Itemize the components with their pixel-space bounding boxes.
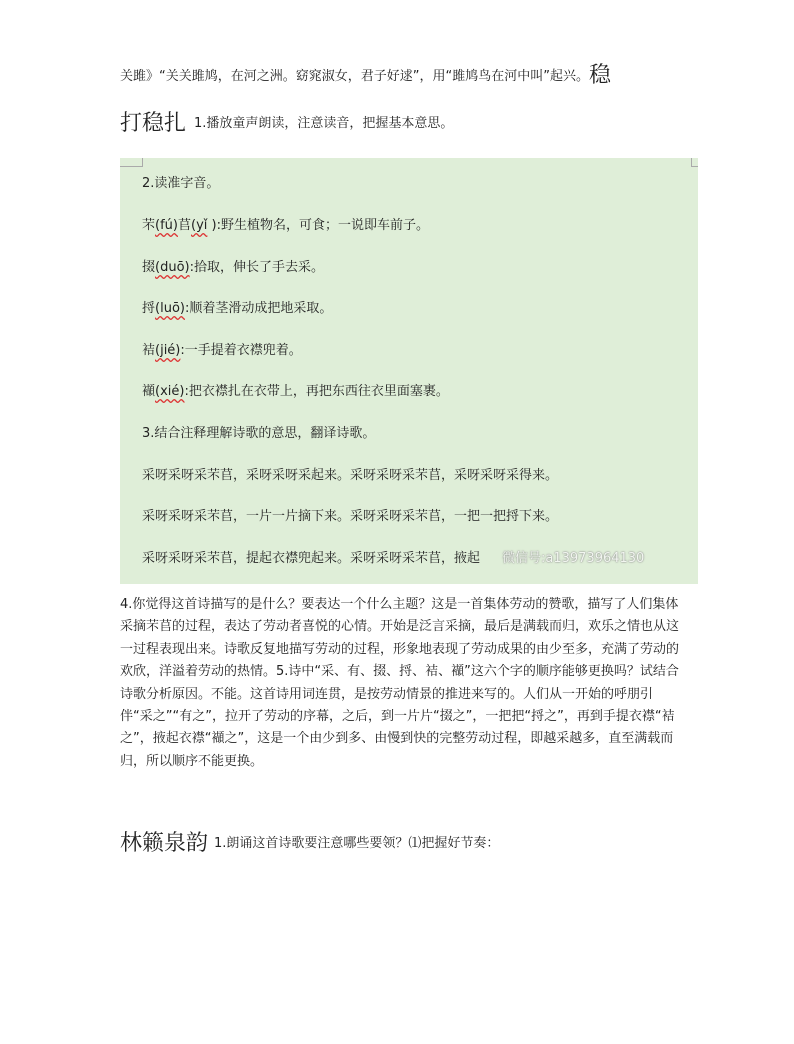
pinyin-fu: (fú): [155, 218, 178, 233]
step1-text: 1.播放童声朗读，注意读音，把握基本意思。: [194, 116, 454, 131]
pronunciation-line-1: [142, 217, 429, 235]
shaded-text-box: [120, 158, 698, 584]
def-luo: :顺着茎滑动成把地采取。: [184, 301, 333, 316]
def-xie: :把衣襟扎在衣带上，再把东西往衣里面塞裹。: [184, 384, 449, 399]
char-jie: 袺: [142, 343, 156, 358]
char-duo: 掇: [142, 260, 156, 275]
step2-text: 2.读准字音。: [142, 176, 220, 191]
translation-line-2: 采呀采呀采芣苢，一片一片摘下来。采呀采呀采芣苢，一把一把捋下来。: [142, 509, 559, 524]
intro-text: 关雎》“关关雎鸠，在河之洲。窈窕淑女，君子好逑”，用“雎鸠鸟在河中叫”起兴。: [120, 69, 589, 84]
def-jie: :一手提着衣襟兜着。: [180, 343, 302, 358]
intro-line: [120, 63, 700, 88]
pinyin-yi: (yǐ: [191, 218, 208, 233]
heading-part1: 稳: [588, 63, 611, 88]
corner-mark-right: [691, 158, 698, 167]
heading-line: [120, 106, 700, 137]
pinyin-luo: (luō): [155, 301, 185, 316]
pinyin-xie: (xié): [155, 384, 185, 399]
pinyin-jie: (jié): [155, 343, 181, 358]
char-xie: 襭: [142, 384, 156, 399]
char-luo: 捋: [142, 301, 156, 316]
answer-paragraph: [120, 594, 680, 773]
def-duo: :拾取，伸长了手去采。: [189, 260, 324, 275]
answer-text: 4.你觉得这首诗描写的是什么？要表达一个什么主题？这是一首集体劳动的赞歌，描写了人们集体采摘芣苢的过程，表达了劳动者喜悦的心情。开始是泛言采摘，最后是满载而归，欢乐之情也从这一过程表现出来。诗歌反复地描写劳动的过程，形象地表现了劳动成果的由少至多，充满了劳动的欢欣，洋溢着劳动的热情。5.诗中“采、有、掇、捋、袺、襭”这六个字的顺序能够更换吗？试结合诗歌分析原因。不能。这首诗用词连贯，是按劳动情景的推进来写的。人们从一开始的呼朋引伴“采之”“有之”，拉开了劳动的序幕，之后，到一片片“掇之”，一把把“捋之”，再到手提衣襟“袺之”，掖起衣襟“襭之”，这是一个由少到多、由慢到快的完整劳动过程，即越采越多，直至满载而归，所以顺序不能更换。: [120, 597, 680, 769]
char-fu: 芣: [142, 218, 156, 233]
pronunciation-line-4: [142, 342, 302, 360]
translation-line-3: 采呀采呀采芣苢，提起衣襟兜起来。采呀采呀采芣苢，掖起: [142, 551, 481, 566]
pronunciation-line-2: [142, 259, 324, 277]
heading-part2: 打稳扎: [120, 111, 187, 136]
def-fuyi: ):野生植物名，可食；一说即车前子。: [207, 218, 429, 233]
pronunciation-line-3: [142, 300, 332, 318]
step3-text: 3.结合注释理解诗歌的意思，翻译诗歌。: [142, 426, 376, 441]
pinyin-duo: (duō): [155, 260, 190, 275]
section-title: 林籁泉韵: [120, 831, 209, 856]
translation-line-1: 采呀采呀采芣苢，采呀采呀采起来。采呀采呀采芣苢，采呀采呀采得来。: [142, 468, 559, 483]
section-text: 1.朗诵这首诗歌要注意哪些要领？⑴把握好节奏：: [214, 836, 500, 851]
wechat-watermark: 微信号:a13973964130: [502, 551, 645, 566]
section-heading-line: [120, 826, 499, 857]
corner-mark-left: [120, 158, 143, 167]
char-yi: 苢: [177, 218, 191, 233]
pronunciation-line-5: [142, 383, 449, 401]
